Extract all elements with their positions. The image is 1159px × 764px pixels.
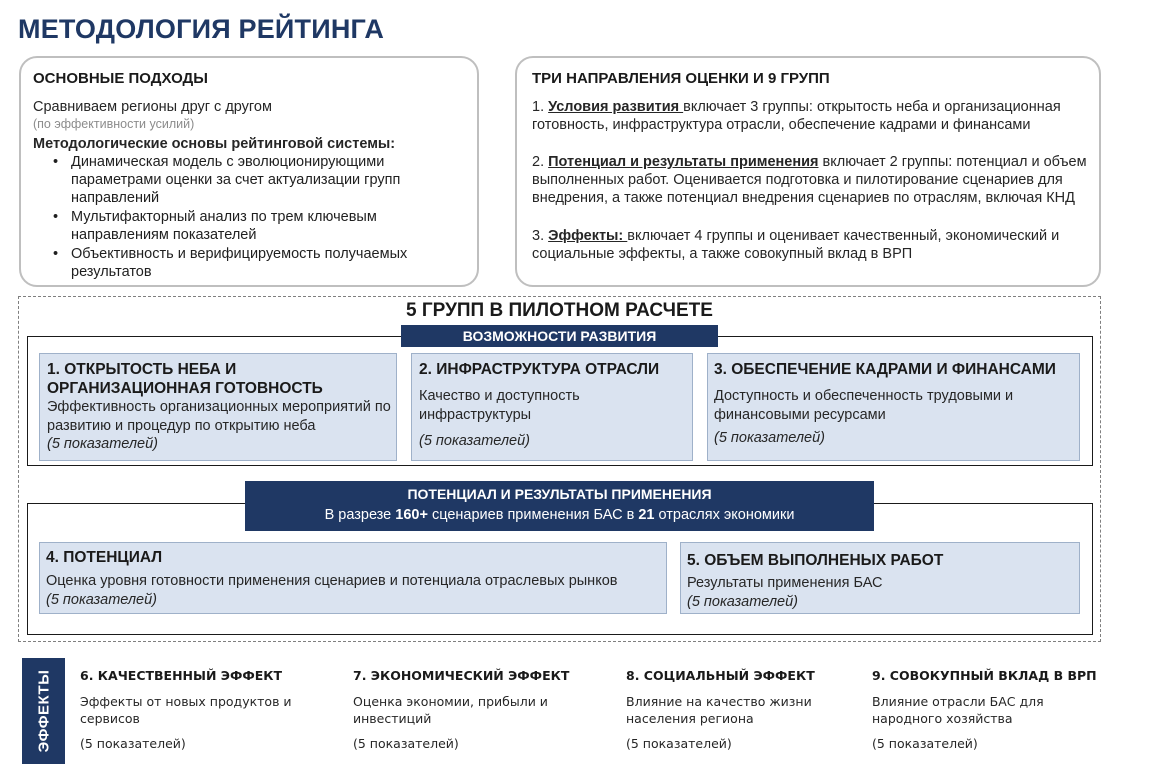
effect-title: 9. СОВОКУПНЫЙ ВКЛАД В ВРП bbox=[872, 668, 1097, 683]
effect-text: Влияние отрасли БАС для народного хозяйства bbox=[872, 694, 1044, 726]
subtitle-part: В разрезе bbox=[324, 507, 396, 523]
approaches-bullet: • Динамическая модель с эволюционирующими параметрами оценки за счет актуализации групп направлений bbox=[33, 153, 443, 207]
group-card-title: 3. ОБЕСПЕЧЕНИЕ КАДРАМИ И ФИНАНСАМИ bbox=[714, 361, 1056, 378]
group-card bbox=[680, 542, 1080, 614]
approaches-bullet: • Мультифакторный анализ по трем ключевым направлениям показателей bbox=[33, 208, 443, 244]
group-card-text: Доступность и обеспеченность трудовыми и финансовыми ресурсами bbox=[714, 388, 1014, 423]
group-card-count: (5 показателей) bbox=[47, 436, 158, 452]
direction-label: Условия развития bbox=[548, 99, 684, 115]
direction-label: Эффекты: bbox=[548, 228, 628, 244]
scenario-count: 160+ bbox=[395, 507, 428, 523]
block-application-title: ПОТЕНЦИАЛ И РЕЗУЛЬТАТЫ ПРИМЕНЕНИЯ bbox=[407, 486, 712, 502]
effect-count: (5 показателей) bbox=[80, 736, 186, 751]
direction-item-2 bbox=[532, 153, 1087, 207]
block-application-subtitle bbox=[245, 505, 874, 525]
subtitle-part: отраслях экономики bbox=[654, 507, 795, 523]
effect-count: (5 показателей) bbox=[872, 736, 978, 751]
directions-heading: ТРИ НАПРАВЛЕНИЯ ОЦЕНКИ И 9 ГРУПП bbox=[532, 70, 830, 87]
page-title: МЕТОДОЛОГИЯ РЕЙТИНГА bbox=[18, 14, 385, 44]
effect-item bbox=[872, 668, 1112, 752]
approaches-panel bbox=[19, 56, 479, 287]
industry-count: 21 bbox=[638, 507, 655, 523]
direction-num: 2. bbox=[532, 154, 549, 170]
approaches-heading: ОСНОВНЫЕ ПОДХОДЫ bbox=[33, 70, 208, 87]
group-card-title: 4. ПОТЕНЦИАЛ bbox=[46, 549, 163, 566]
direction-num: 3. bbox=[532, 228, 549, 244]
approaches-subheading: Методологические основы рейтинговой системы: bbox=[33, 136, 396, 152]
effect-item bbox=[80, 668, 320, 752]
direction-text: включает 4 группы и оценивает качественный, экономический и социальные эффекты, а также совокупный вклад в ВРП bbox=[532, 228, 1060, 262]
effect-item bbox=[626, 668, 856, 752]
approaches-line1: Сравниваем регионы друг с другом bbox=[33, 99, 272, 115]
group-card-title: 2. ИНФРАСТРУКТУРА ОТРАСЛИ bbox=[419, 361, 660, 378]
pilot-title: 5 ГРУПП В ПИЛОТНОМ РАСЧЕТЕ bbox=[406, 300, 713, 321]
directions-panel bbox=[515, 56, 1101, 287]
effects-side-text: ЭФФЕКТЫ bbox=[35, 669, 52, 753]
direction-label: Потенциал и результаты применения bbox=[548, 154, 819, 170]
approaches-list bbox=[33, 153, 443, 281]
direction-item-1 bbox=[532, 98, 1087, 134]
group-card-title: 5. ОБЪЕМ ВЫПОЛНЕНЫХ РАБОТ bbox=[687, 552, 944, 569]
effect-title: 6. КАЧЕСТВЕННЫЙ ЭФФЕКТ bbox=[80, 668, 283, 683]
subtitle-part: сценариев применения БАС в bbox=[427, 507, 639, 523]
group-card bbox=[707, 353, 1080, 461]
group-card-text: Эффективность организационных мероприятий по развитию и процедур по открытию неба bbox=[47, 399, 391, 434]
direction-text: включает 2 группы: потенциал и объем выполненных работ. Оценивается подготовка и пилотирование сценариев для внедрения, а также потенциал внедрения сценариев по отраслям, включая КНД bbox=[532, 154, 1087, 206]
effect-item bbox=[353, 668, 593, 752]
group-card bbox=[411, 353, 693, 461]
effect-count: (5 показателей) bbox=[353, 736, 459, 751]
effect-title: 8. СОЦИАЛЬНЫЙ ЭФФЕКТ bbox=[626, 668, 815, 683]
group-card-text: Оценка уровня готовности применения сценариев и потенциала отраслевых рынков bbox=[46, 573, 618, 589]
group-card-count: (5 показателей) bbox=[419, 433, 530, 449]
block-development-bar: ВОЗМОЖНОСТИ РАЗВИТИЯ bbox=[401, 325, 718, 347]
group-card-count: (5 показателей) bbox=[46, 592, 157, 608]
direction-item-3 bbox=[532, 227, 1087, 263]
group-card bbox=[39, 353, 397, 461]
direction-text: включает 3 группы: открытость неба и организационная готовность, инфраструктура отрасли, обеспечение кадрами и финансами bbox=[532, 99, 1061, 133]
effects-side-label bbox=[22, 658, 65, 764]
effect-title: 7. ЭКОНОМИЧЕСКИЙ ЭФФЕКТ bbox=[353, 668, 570, 683]
block-application-bar bbox=[245, 481, 874, 531]
group-card-text: Качество и доступность инфраструктуры bbox=[419, 388, 580, 423]
approaches-note: (по эффективности усилий) bbox=[33, 117, 195, 131]
effect-text: Оценка экономии, прибыли и инвестиций bbox=[353, 694, 548, 726]
group-card-title: 1. ОТКРЫТОСТЬ НЕБА И ОРГАНИЗАЦИОННАЯ ГОТОВНОСТЬ bbox=[47, 361, 323, 397]
group-card bbox=[39, 542, 667, 614]
group-card-text: Результаты применения БАС bbox=[687, 575, 883, 591]
approaches-bullet: • Объективность и верифицируемость получаемых результатов bbox=[33, 245, 443, 281]
effect-text: Влияние на качество жизни населения региона bbox=[626, 694, 812, 726]
group-card-count: (5 показателей) bbox=[687, 594, 798, 610]
effect-text: Эффекты от новых продуктов и сервисов bbox=[80, 694, 292, 726]
group-card-count: (5 показателей) bbox=[714, 430, 825, 446]
direction-num: 1. bbox=[532, 99, 549, 115]
effect-count: (5 показателей) bbox=[626, 736, 732, 751]
